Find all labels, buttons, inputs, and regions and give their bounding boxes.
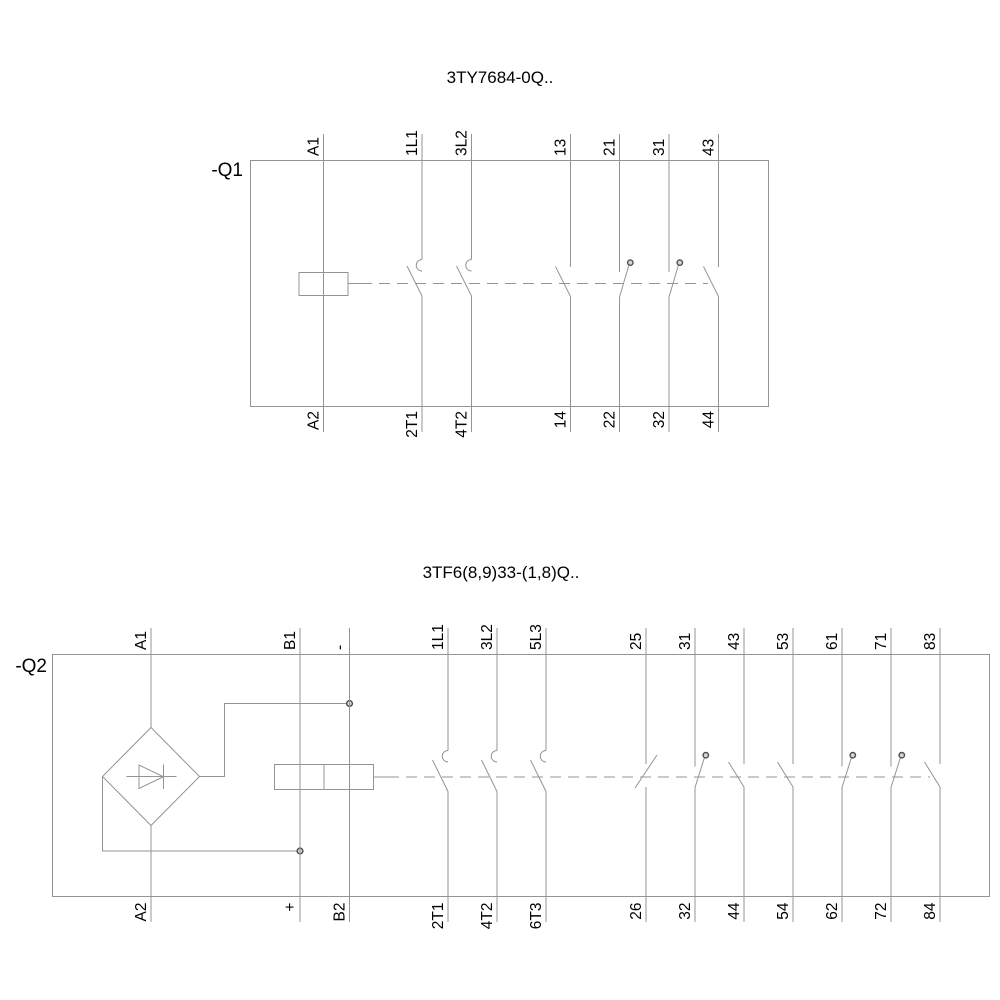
q2-terminal-61-62-nc-contact <box>824 628 856 922</box>
q2-top-label-71: 71 <box>873 632 890 650</box>
q2-top-label-83: 83 <box>922 632 939 650</box>
q2-top-label-1l1: 1L1 <box>430 624 447 650</box>
q2-top-label-53: 53 <box>775 632 792 650</box>
q2-main-contact-arc <box>491 751 497 763</box>
q1-top-label-43: 43 <box>700 138 718 156</box>
q1-top-label-21: 21 <box>601 138 619 156</box>
q1-main-contact-arc <box>416 260 422 272</box>
q2-top-label-minus: - <box>331 644 349 650</box>
q2-main-contact-arc <box>540 751 546 763</box>
q1-bottom-label-a2: A2 <box>305 411 323 430</box>
q2-bottom-label-4t2: 4T2 <box>479 902 496 930</box>
q1-top-label-1l1: 1L1 <box>404 130 421 156</box>
q1-title: 3TY7684-0Q.. <box>446 68 554 87</box>
q2-bottom-label-2t1: 2T1 <box>430 902 447 930</box>
q2-top-label-3l2: 3L2 <box>479 624 496 650</box>
q2-bottom-label-a2: A2 <box>133 902 150 922</box>
q2-terminal-a1-a2-rectifier <box>103 628 200 922</box>
q2-bottom-label-62: 62 <box>824 902 841 920</box>
q2-diagram <box>15 563 989 929</box>
q1-bottom-label-44: 44 <box>700 411 718 429</box>
q2-coil-symbol <box>275 765 389 790</box>
q1-bottom-label-14: 14 <box>552 411 570 429</box>
q1-top-label-a1: A1 <box>305 137 323 156</box>
q2-bottom-label-44: 44 <box>726 902 743 920</box>
q2-bottom-label-84: 84 <box>922 902 939 920</box>
q1-bottom-label-22: 22 <box>601 411 619 429</box>
q2-main-contact-arc <box>442 751 448 763</box>
q1-reference-label: -Q1 <box>211 160 243 181</box>
q2-bottom-label-6t3: 6T3 <box>528 902 545 930</box>
q2-bottom-label-72: 72 <box>873 902 890 920</box>
q2-top-label-43: 43 <box>726 632 743 650</box>
q2-rectifier-dc-wires <box>103 701 353 854</box>
q2-top-label-b1: B1 <box>282 631 299 650</box>
q1-top-label-13: 13 <box>552 138 570 156</box>
q2-nc-contact-dot <box>850 753 855 758</box>
q2-terminal-31-32-nc-contact <box>677 628 709 922</box>
q2-reference-label: -Q2 <box>15 656 47 677</box>
q2-bottom-label-32: 32 <box>677 902 694 920</box>
q2-top-label-5l3: 5L3 <box>528 624 545 650</box>
q2-bottom-label-b2: B2 <box>331 902 349 922</box>
q2-top-label-a1: A1 <box>133 631 150 650</box>
q2-top-label-31: 31 <box>677 632 694 650</box>
q2-bottom-label-54: 54 <box>775 902 792 920</box>
q1-main-contact-arc <box>466 260 472 272</box>
q2-terminal-83-84-no-contact <box>922 628 940 922</box>
q1-diagram <box>211 68 768 438</box>
q2-enclosure-box <box>53 655 990 897</box>
q2-title: 3TF6(8,9)33-(1,8)Q.. <box>422 563 580 582</box>
q1-top-label-3l2: 3L2 <box>453 130 471 156</box>
q2-terminal-25-26-nc-contact <box>628 628 657 922</box>
q1-top-label-31: 31 <box>651 138 668 156</box>
q1-bottom-label-2t1: 2T1 <box>404 411 421 438</box>
q2-terminal-53-54-no-contact <box>775 628 793 922</box>
q1-nc-contact-dot <box>677 260 682 265</box>
q2-terminal-43-44-no-contact <box>726 628 744 922</box>
q2-top-label-61: 61 <box>824 632 841 650</box>
q1-terminal-a1-a2-coil <box>299 134 361 432</box>
q2-terminal-minus-b2 <box>332 628 350 922</box>
q1-nc-contact-dot <box>628 260 633 265</box>
q2-top-label-25: 25 <box>628 632 645 650</box>
q1-bottom-label-4t2: 4T2 <box>453 411 471 438</box>
q2-nc-contact-dot <box>899 753 904 758</box>
q2-terminal-b1-plus <box>282 628 300 922</box>
q2-terminal-71-72-nc-contact <box>873 628 905 922</box>
q2-bottom-label-26: 26 <box>628 902 645 920</box>
q1-bottom-label-32: 32 <box>651 411 668 429</box>
q2-bottom-label-plus: + <box>282 902 299 912</box>
q2-nc-contact-dot <box>703 753 708 758</box>
